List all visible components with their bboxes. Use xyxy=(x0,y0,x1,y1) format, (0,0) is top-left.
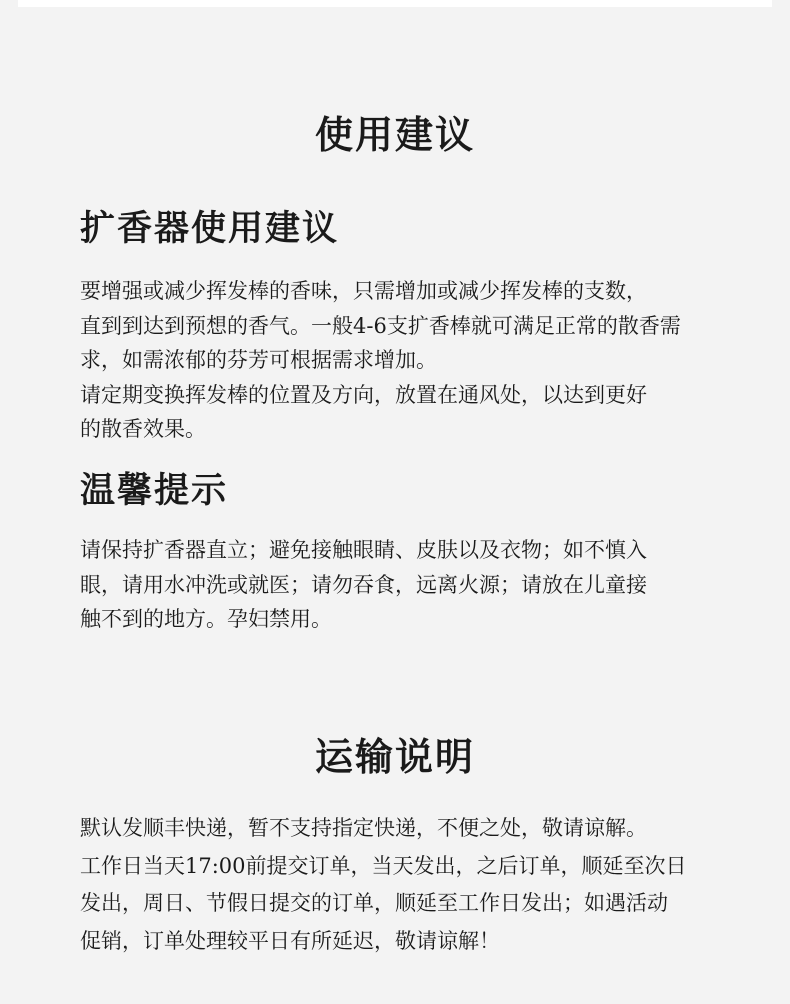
diffuser-usage-heading: 扩香器使用建议 xyxy=(80,208,340,249)
warm-tips-heading: 温馨提示 xyxy=(80,470,229,511)
paragraph-line: 的散香效果。 xyxy=(80,417,206,441)
shipping-text xyxy=(80,810,720,960)
paragraph-line: 要增强或减少挥发棒的香味，只需增加或减少挥发棒的支数， xyxy=(80,279,647,303)
shipping-section-title: 运输说明 xyxy=(314,734,475,779)
paragraph-line: 工作日当天17:00前提交订单，当天发出，之后订单，顺延至次日 xyxy=(80,853,687,878)
paragraph-line: 发出，周日、节假日提交的订单，顺延至工作日发出；如遇活动 xyxy=(80,891,668,915)
paragraph-line: 眼，请用水冲洗或就医；请勿吞食，远离火源；请放在儿童接 xyxy=(80,572,647,597)
top-edge-strip xyxy=(18,0,772,7)
usage-section-title: 使用建议 xyxy=(314,112,475,157)
paragraph-line: 求，如需浓郁的芬芳可根据需求增加。 xyxy=(80,348,437,372)
paragraph-line: 请保持扩香器直立；避免接触眼睛、皮肤以及衣物；如不慎入 xyxy=(80,538,647,562)
paragraph-line: 默认发顺丰快递，暂不支持指定快递，不便之处，敬请谅解。 xyxy=(80,816,647,840)
diffuser-usage-text xyxy=(80,274,720,447)
warm-tips-text xyxy=(80,533,720,637)
paragraph-line: 请定期变换挥发棒的位置及方向，放置在通风处，以达到更好 xyxy=(80,382,647,407)
paragraph-line: 触不到的地方。孕妇禁用。 xyxy=(80,607,332,631)
paragraph-line: 直到到达到预想的香气。一般4-6支扩香棒就可满足正常的散香需 xyxy=(80,313,681,338)
paragraph-line: 促销，订单处理较平日有所延迟，敬请谅解！ xyxy=(80,928,500,953)
